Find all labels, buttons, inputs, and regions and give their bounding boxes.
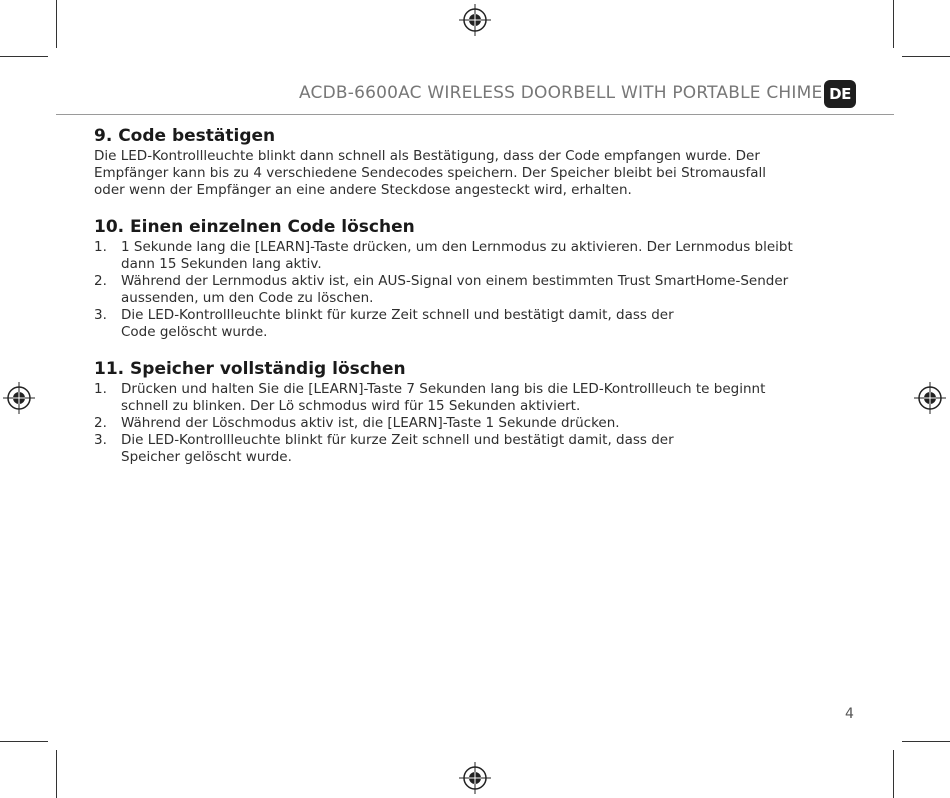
paragraph-line: oder wenn der Empfänger an eine andere Steckdose angesteckt wird, erhalten. <box>94 182 632 198</box>
step-line: dann 15 Sekunden lang aktiv. <box>121 256 322 272</box>
crop-mark-top-left-vertical <box>56 0 57 48</box>
step-line: Während der Löschmodus aktiv ist, die [LEARN]-Taste 1 Sekunde drücken. <box>121 415 620 431</box>
step-number: 3. <box>94 307 107 323</box>
section-paragraph <box>94 148 864 199</box>
running-header-title: ACDB-6600AC WIRELESS DOORBELL WITH PORTABLE CHIME <box>299 83 823 103</box>
registration-mark-icon <box>914 382 946 414</box>
list-item <box>94 307 864 341</box>
step-number: 1. <box>94 381 107 397</box>
step-line: schnell zu blinken. Der Lö schmodus wird für 15 Sekunden aktiviert. <box>121 398 581 414</box>
crop-mark-top-right-vertical <box>893 0 894 48</box>
section-heading: 9. Code bestätigen <box>94 126 276 146</box>
step-number: 3. <box>94 432 107 448</box>
paragraph-line: Empfänger kann bis zu 4 verschiedene Sendecodes speichern. Der Speicher bleibt bei Stromausfall <box>94 165 767 181</box>
crop-mark-bottom-right-horizontal <box>902 741 950 742</box>
step-number: 2. <box>94 415 107 431</box>
crop-mark-top-left-horizontal <box>0 56 48 57</box>
list-item <box>94 239 864 273</box>
step-line: Die LED-Kontrollleuchte blinkt für kurze Zeit schnell und bestätigt damit, dass der <box>121 307 674 323</box>
step-line: Drücken und halten Sie die [LEARN]-Taste 7 Sekunden lang bis die LED-Kontrollleuch te beginnt <box>121 381 766 397</box>
step-number: 1. <box>94 239 107 255</box>
list-item <box>94 273 864 307</box>
step-line: Code gelöscht wurde. <box>121 324 268 340</box>
step-line: Die LED-Kontrollleuchte blinkt für kurze Zeit schnell und bestätigt damit, dass der <box>121 432 674 448</box>
crop-mark-bottom-right-vertical <box>893 750 894 798</box>
section-code-confirm <box>94 126 864 199</box>
language-badge: DE <box>824 80 856 108</box>
registration-mark-icon <box>459 762 491 794</box>
list-item <box>94 432 864 466</box>
crop-mark-bottom-left-horizontal <box>0 741 48 742</box>
step-line: Während der Lernmodus aktiv ist, ein AUS-Signal von einem bestimmten Trust SmartHome-Sender <box>121 273 789 289</box>
section-heading: 10. Einen einzelnen Code löschen <box>94 217 415 237</box>
registration-mark-icon <box>459 4 491 36</box>
paragraph-line: Die LED-Kontrollleuchte blinkt dann schnell als Bestätigung, dass der Code empfangen wurde. Der <box>94 148 760 164</box>
step-line: Speicher gelöscht wurde. <box>121 449 292 465</box>
steps-list <box>94 239 864 341</box>
page-content <box>94 126 864 484</box>
step-line: aussenden, um den Code zu löschen. <box>121 290 374 306</box>
crop-mark-top-right-horizontal <box>902 56 950 57</box>
crop-mark-bottom-left-vertical <box>56 750 57 798</box>
step-number: 2. <box>94 273 107 289</box>
section-heading: 11. Speicher vollständig löschen <box>94 359 406 379</box>
section-delete-single-code <box>94 217 864 341</box>
registration-mark-icon <box>3 382 35 414</box>
list-item <box>94 415 864 432</box>
steps-list <box>94 381 864 466</box>
list-item <box>94 381 864 415</box>
section-clear-memory <box>94 359 864 466</box>
step-line: 1 Sekunde lang die [LEARN]-Taste drücken, um den Lernmodus zu aktivieren. Der Lernmodus bleibt <box>121 239 793 255</box>
page-number: 4 <box>845 706 854 722</box>
header-rule <box>56 114 894 115</box>
